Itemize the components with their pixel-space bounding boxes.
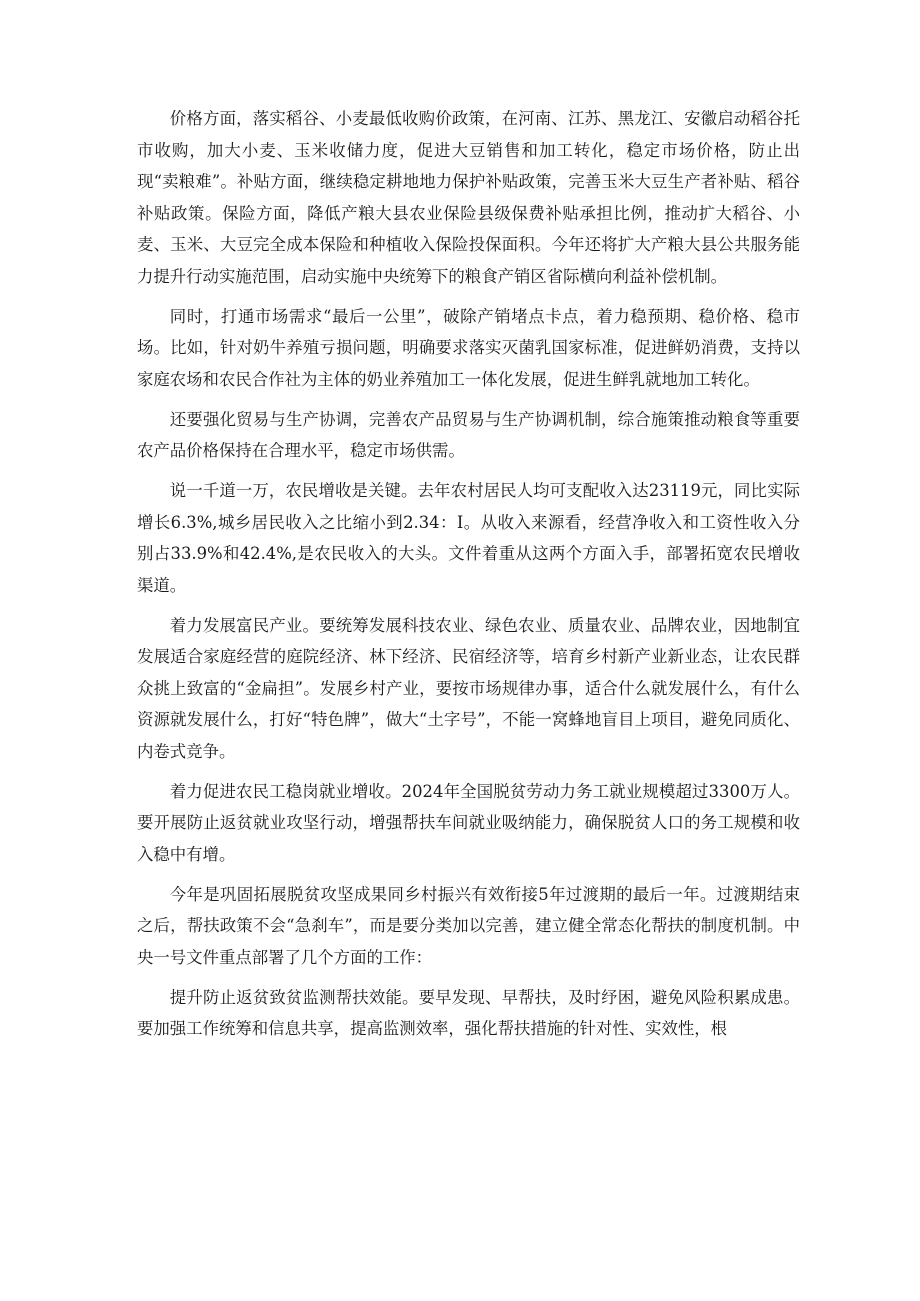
- paragraph-trade-coordination: 还要强化贸易与生产协调，完善农产品贸易与生产协调机制，综合施策推动粮食等重要农产品价格保持在合理水平，稳定市场供需。: [137, 409, 800, 460]
- paragraph-market-demand: 同时，打通市场需求“最后一公里”，破除产销堵点卡点，着力稳预期、稳价格、稳市场。比如，针对奶牛养殖亏损问题，明确要求落实灭菌乳国家标准，促进鲜奶消费，支持以家庭农场和农民合作社为主体的奶业养殖加工一体化发展，促进生鲜乳就地加工转化。: [137, 306, 800, 389]
- paragraph-rich-industries: 着力发展富民产业。要统筹发展科技农业、绿色农业、质量农业、品牌农业，因地制宜发展适合家庭经营的庭院经济、林下经济、民宿经济等，培育乡村新产业新业态，让农民群众挑上致富的“金扁担”。发展乡村产业，要按市场规律办事，适合什么就发展什么，有什么资源就发展什么，打好“特色牌”，做大“土字号”，不能一窝蜂地盲目上项目，避免同质化、内卷式竞争。: [137, 615, 800, 761]
- paragraph-price-policy: 价格方面，落实稻谷、小麦最低收购价政策，在河南、江苏、黑龙江、安徽启动稻谷托市收购，加大小麦、玉米收储力度，促进大豆销售和加工转化，稳定市场价格，防止出现“卖粮难”。补贴方面，继续稳定耕地地力保护补贴政策，完善玉米大豆生产者补贴、稻谷补贴政策。保险方面，降低产粮大县农业保险县级保费补贴承担比例，推动扩大稻谷、小麦、玉米、大豆完全成本保险和种植收入保险投保面积。今年还将扩大产粮大县公共服务能力提升行动实施范围，启动实施中央统筹下的粮食产销区省际横向利益补偿机制。: [137, 109, 800, 286]
- paragraph-poverty-monitoring: 提升防止返贫致贫监测帮扶效能。要早发现、早帮扶，及时纾困，避免风险积累成患。要加强工作统筹和信息共享，提高监测效率，强化帮扶措施的针对性、实效性，根: [137, 987, 800, 1038]
- paragraph-migrant-employment: 着力促进农民工稳岗就业增收。2024年全国脱贫劳动力务工就业规模超过3300万人。要开展防止返贫就业攻坚行动，增强帮扶车间就业吸纳能力，确保脱贫人口的务工规模和收入稳中有增。: [137, 781, 800, 864]
- document-body: [137, 103, 800, 1053]
- paragraph-transition-period: 今年是巩固拓展脱贫攻坚成果同乡村振兴有效衔接5年过渡期的最后一年。过渡期结束之后，帮扶政策不会“急刹车”，而是要分类加以完善，建立健全常态化帮扶的制度机制。中央一号文件重点部署了几个方面的工作：: [137, 884, 800, 967]
- paragraph-farmer-income: 说一千道一万，农民增收是关键。去年农村居民人均可支配收入达23119元，同比实际增长6.3%,城乡居民收入之比缩小到2.34：I。从收入来源看，经营净收入和工资性收入分别占33.9%和42.4%,是农民收入的大头。文件着重从这两个方面入手，部署拓宽农民增收渠道。: [137, 481, 800, 595]
